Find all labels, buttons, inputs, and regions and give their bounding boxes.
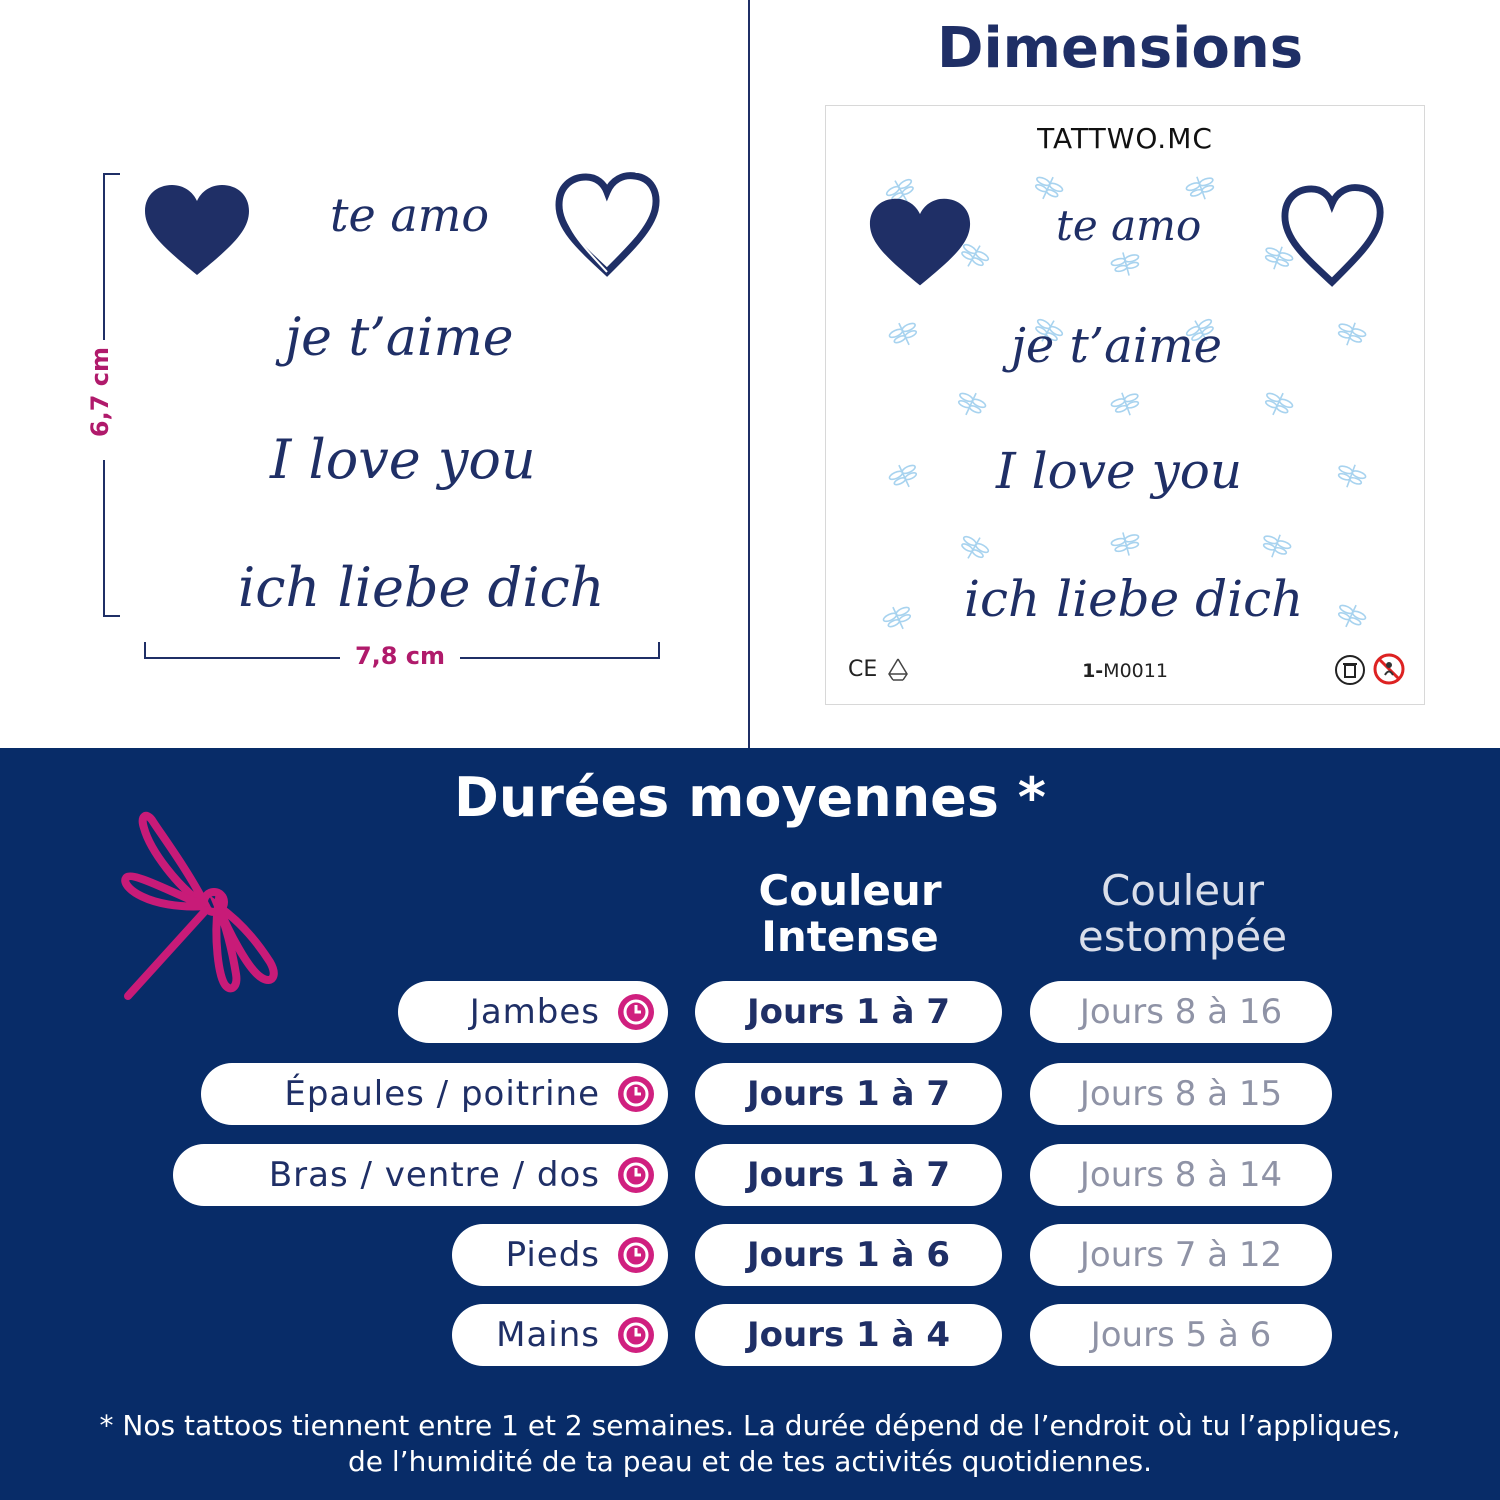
durations-title: Durées moyennes * [454, 766, 1046, 829]
heart-filled-icon [868, 196, 972, 290]
sheet-phrase-ich-liebe-dich: ich liebe dich [964, 570, 1304, 628]
intense-pill-mains: Jours 1 à 4 [695, 1304, 1002, 1366]
ce-mark: CE [848, 656, 912, 684]
faded-pill-jambes: Jours 8 à 16 [1030, 981, 1332, 1043]
product-preview-section [0, 0, 1500, 748]
faded-pill-bras: Jours 8 à 14 [1030, 1144, 1332, 1206]
sheet-phrase-te-amo: te amo [1056, 201, 1202, 250]
intense-pill-jambes: Jours 1 à 7 [695, 981, 1002, 1043]
intense-pill-bras: Jours 1 à 7 [695, 1144, 1002, 1206]
zone-pill-pieds: Pieds [452, 1224, 668, 1286]
durations-section [0, 748, 1500, 1500]
tattoo-sheet-preview [825, 105, 1425, 705]
brand-name: TATTWO.MC [1037, 122, 1213, 155]
phrase-ich-liebe-dich: ich liebe dich [238, 556, 605, 619]
footnote [0, 1408, 1500, 1480]
clock-icon [616, 992, 656, 1032]
phrase-je-taime: je t’aime [285, 308, 514, 368]
heart-filled-icon [143, 183, 251, 279]
sheet-phrase-i-love-you: I love you [996, 442, 1243, 500]
trash-bin-icon [1334, 654, 1366, 686]
zone-pill-bras: Bras / ventre / dos [173, 1144, 668, 1206]
clock-icon [616, 1074, 656, 1114]
heart-outline-icon [555, 172, 661, 278]
heart-outline-icon [1281, 184, 1385, 288]
zone-pill-jambes: Jambes [398, 981, 668, 1043]
intense-pill-pieds: Jours 1 à 6 [695, 1224, 1002, 1286]
height-label: 6,7 cm [86, 346, 114, 438]
phrase-i-love-you: I love you [270, 428, 536, 491]
column-header-faded: Couleur estompée [1077, 866, 1288, 961]
intense-pill-epaules: Jours 1 à 7 [695, 1063, 1002, 1125]
zone-pill-epaules: Épaules / poitrine [201, 1063, 668, 1125]
faded-pill-pieds: Jours 7 à 12 [1030, 1224, 1332, 1286]
faded-pill-epaules: Jours 8 à 15 [1030, 1063, 1332, 1125]
sheet-phrase-je-taime: je t’aime [1011, 318, 1222, 374]
clock-icon [616, 1315, 656, 1355]
footnote-line-1: * Nos tattoos tiennent entre 1 et 2 semaines. La durée dépend de l’endroit où tu l’appliques, [99, 1409, 1401, 1442]
phrase-te-amo: te amo [330, 188, 490, 242]
dragonfly-icon [118, 810, 298, 1010]
column-header-intense: Couleur Intense [758, 866, 942, 961]
dimensions-title: Dimensions [936, 16, 1304, 81]
width-label: 7,8 cm [340, 642, 460, 670]
clock-icon [616, 1235, 656, 1275]
footnote-line-2: de l’humidité de ta peau et de tes activités quotidiennes. [348, 1445, 1152, 1478]
clock-icon [616, 1155, 656, 1195]
faded-pill-mains: Jours 5 à 6 [1030, 1304, 1332, 1366]
section-divider [748, 0, 750, 748]
product-code: 1-M0011 [1082, 660, 1168, 682]
no-child-icon [1372, 652, 1406, 686]
zone-pill-mains: Mains [452, 1304, 668, 1366]
